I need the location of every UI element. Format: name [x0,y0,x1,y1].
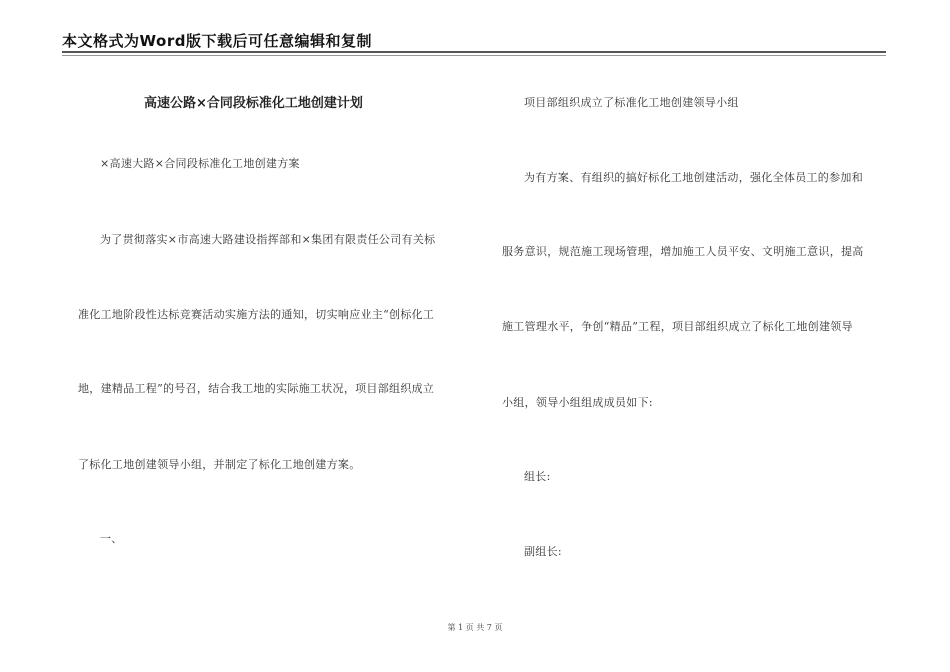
left-line-2: 为了贯彻落实×市高速大路建设指挥部和×集团有限责任公司有关标 [100,233,436,246]
right-line-7: 副组长: [524,545,562,558]
left-line-3: 准化工地阶段性达标竞赛活动实施方法的通知，切实响应业主“创标化工 [78,308,435,321]
left-line-4: 地，建精品工程”的号召，结合我工地的实际施工状况，项目部组织成立 [78,382,435,395]
document-title: 高速公路×合同段标准化工地创建计划 [144,96,363,111]
right-line-2: 为有方案、有组织的搞好标化工地创建活动，强化全体员工的参加和 [524,171,863,184]
left-line-1: ×高速大路×合同段标准化工地创建方案 [100,157,300,170]
right-line-1: 项目部组织成立了标准化工地创建领导小组 [524,96,739,109]
header-rule [62,51,886,53]
page-number: 第 1 页 共 7 页 [447,623,503,632]
header-title: 本文格式为Word版下载后可任意编辑和复制 [62,32,372,50]
right-line-4: 施工管理水平，争创“精品”工程，项目部组织成立了标化工地创建领导 [502,320,853,333]
right-line-3: 服务意识，规范施工现场管理，增加施工人员平安、文明施工意识，提高 [502,245,864,258]
right-line-6: 组长: [524,470,551,483]
header-rule-thin [62,55,886,56]
right-line-5: 小组，领导小组组成成员如下: [502,396,653,409]
left-line-5: 了标化工地创建领导小组，并制定了标化工地创建方案。 [78,458,361,471]
left-line-6: 一、 [100,532,123,545]
